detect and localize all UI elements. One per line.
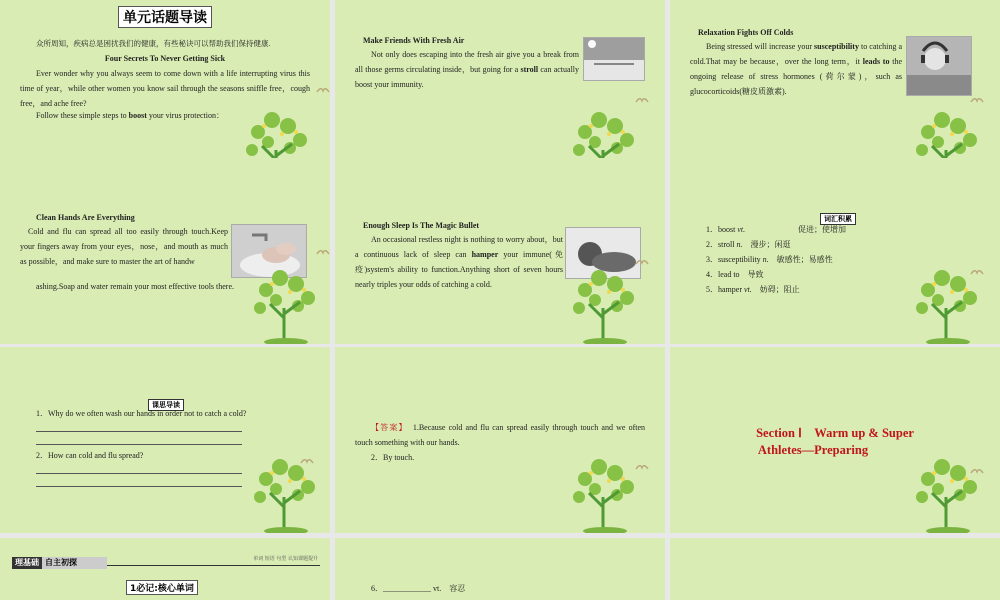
vocab-tag: 词汇积累 bbox=[820, 213, 856, 225]
bird-icon bbox=[316, 248, 330, 258]
slide-guided-questions[interactable] bbox=[0, 347, 330, 533]
paragraph: Not only does escaping into the fresh air give you a break from all those germs circulating inside，but going for a stroll can actually boost your immunity. bbox=[355, 50, 580, 89]
banner-subtitle: 单词 短语 句型 认知课题提升 bbox=[253, 556, 318, 562]
paragraph-1: Ever wonder why you always seem to come down with a life interrupting virus this time of year，while other women you know sail through the seasons sniffle free，cough free，and ache free? bbox=[20, 69, 310, 108]
slide-header: 单元话题导读 bbox=[118, 6, 212, 28]
tree-icon bbox=[246, 453, 326, 533]
banner-tag-light: 自主初探 bbox=[42, 557, 107, 569]
bird-icon bbox=[970, 96, 984, 106]
vocab-item: 5．hamper vt. 妨碍；阻止 bbox=[706, 285, 800, 294]
paragraph: An occasional restless night is nothing to worry about，but a continuous lack of sleep can hamper your immune(免疫)system's ability to function.Anything short of seven hours nearly triples your odds of catching a cold. bbox=[355, 235, 564, 289]
paragraph: Being stressed will increase your susceptibility to catching a cold.That may be because，over the long term，it leads to the ongoing release of stress hormones (荷尔蒙)，such as glucocorticoids(糖皮质激素). bbox=[690, 42, 903, 96]
answer-1: 【答案】 1.Because cold and flu can spread easily through touch and we often touch something with our hands. bbox=[355, 423, 646, 447]
question-1: 1．Why do we often wash our hands in order not to catch a cold? bbox=[36, 409, 247, 418]
tree-icon bbox=[908, 264, 988, 344]
section-title: Clean Hands Are Everything bbox=[36, 213, 135, 222]
vocab-item: 1．boost vt. 促进；使增加 bbox=[706, 225, 846, 234]
paragraph-2: Follow these simple steps to boost your virus protection： bbox=[36, 111, 225, 120]
slide-core-words-cont[interactable] bbox=[335, 538, 665, 600]
answer-line[interactable] bbox=[36, 444, 242, 445]
slide-enough-sleep[interactable] bbox=[335, 158, 665, 344]
section-title: Make Friends With Fresh Air bbox=[363, 36, 465, 45]
slide-clean-hands[interactable] bbox=[0, 158, 330, 344]
section-title: Enough Sleep Is The Magic Bullet bbox=[363, 221, 480, 230]
tree-icon bbox=[246, 264, 326, 344]
answer-line[interactable] bbox=[36, 486, 242, 487]
paragraph-1: Cold and flu can spread all too easily through touch.Keep your fingers away from your eyes，nose，and mouth as much as possible，and make sure to master the art of handw bbox=[20, 227, 228, 266]
slide-core-words[interactable] bbox=[0, 538, 330, 600]
slide-vocabulary[interactable] bbox=[670, 158, 1000, 344]
banner-tag-dark: 理基础 bbox=[12, 557, 42, 569]
answer-line[interactable] bbox=[36, 473, 242, 474]
section-title: Relaxation Fights Off Colds bbox=[698, 28, 794, 37]
bird-icon bbox=[635, 96, 649, 106]
vocab-item: 2．stroll n. 漫步；闲逛 bbox=[706, 240, 791, 249]
paragraph-2: ashing.Soap and water remain your most effective tools there. bbox=[36, 282, 235, 291]
fill-in-item: 6．____________ vt. 容忍 bbox=[371, 584, 466, 593]
slide-blank[interactable] bbox=[670, 538, 1000, 600]
answer-line[interactable] bbox=[36, 431, 242, 432]
intro-text: 众所周知，疾病总是困扰我们的健康，有些秘诀可以帮助我们保持健康. bbox=[36, 39, 271, 48]
vocab-item: 3．susceptibility n. 敏感性；易感性 bbox=[706, 255, 833, 264]
core-words-heading: 1必记:核心单词 bbox=[126, 580, 198, 595]
section-banner bbox=[12, 552, 320, 566]
woman-headphones-photo bbox=[906, 36, 972, 96]
tree-icon bbox=[565, 453, 645, 533]
questions-tag: 课思导读 bbox=[148, 399, 184, 411]
answer-label: 【答案】 bbox=[371, 423, 404, 432]
section-heading: Section Ⅰ Warm up & Super Athletes—Preparing bbox=[756, 426, 914, 457]
tree-icon bbox=[908, 453, 988, 533]
seaside-photo bbox=[583, 37, 645, 81]
vocab-item: 4．lead to 导致 bbox=[706, 270, 764, 279]
question-2: 2．How can cold and flu spread? bbox=[36, 451, 144, 460]
tree-icon bbox=[565, 264, 645, 344]
slide-section-title[interactable] bbox=[670, 347, 1000, 533]
article-title: Four Secrets To Never Getting Sick bbox=[104, 54, 226, 63]
answer-2: 2．By touch. bbox=[371, 453, 415, 462]
slide-answers[interactable] bbox=[335, 347, 665, 533]
bird-icon bbox=[316, 86, 330, 96]
